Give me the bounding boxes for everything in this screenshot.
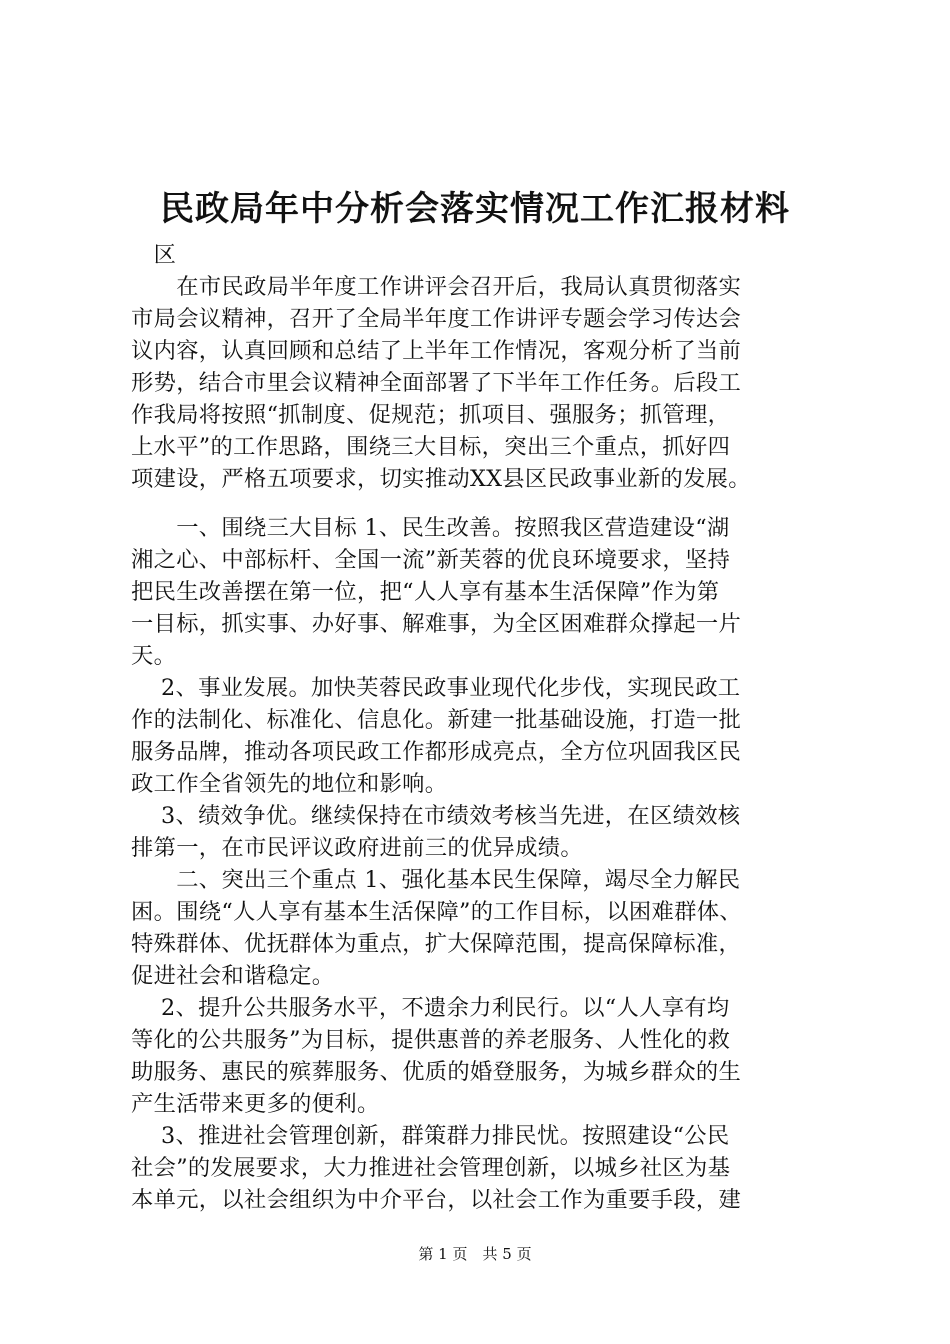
text-line: 政工作全省领先的地位和影响。: [131, 771, 448, 797]
text-line: 2、事业发展。加快芙蓉民政事业现代化步伐，实现民政工: [131, 675, 741, 701]
text-line: 服务品牌，推动各项民政工作都形成亮点，全方位巩固我区民: [131, 739, 742, 765]
text-line: 作我局将按照“抓制度、促规范；抓项目、强服务；抓管理，: [131, 402, 731, 428]
text-line: 产生活带来更多的便利。: [131, 1091, 380, 1117]
text-line: 把民生改善摆在第一位，把“人人享有基本生活保障”作为第: [131, 579, 720, 605]
page-footer: 第 1 页 共 5 页: [418, 1245, 532, 1263]
text-line: 特殊群体、优抚群体为重点，扩大保障范围，提高保障标准，: [131, 931, 742, 957]
document-title: 民政局年中分析会落实情况工作汇报材料: [160, 189, 790, 229]
text-line: 上水平”的工作思路，围绕三大目标，突出三个重点，抓好四: [131, 434, 731, 460]
text-line: 形势，结合市里会议精神全面部署了下半年工作任务。后段工: [131, 370, 742, 396]
text-line: 助服务、惠民的殡葬服务、优质的婚登服务，为城乡群众的生: [131, 1059, 742, 1085]
text-line: 困。围绕“人人享有基本生活保障”的工作目标，以困难群体、: [131, 899, 742, 925]
text-line: 区: [131, 242, 177, 268]
text-line: 议内容，认真回顾和总结了上半年工作情况，客观分析了当前: [131, 338, 742, 364]
text-line: 二、突出三个重点 1、强化基本民生保障，竭尽全力解民: [131, 867, 741, 893]
text-line: 市局会议精神，召开了全局半年度工作讲评专题会学习传达会: [131, 306, 742, 332]
text-line: 排第一，在市民评议政府进前三的优异成绩。: [131, 835, 583, 861]
text-line: 项建设，严格五项要求，切实推动XX县区民政事业新的发展。: [131, 466, 751, 492]
text-line: 2、提升公共服务水平，不遗余力利民行。以“人人享有均: [131, 995, 730, 1021]
text-line: 一目标，抓实事、办好事、解难事，为全区困难群众撑起一片: [131, 611, 742, 637]
text-line: 作的法制化、标准化、信息化。新建一批基础设施，打造一批: [131, 707, 742, 733]
text-line: 3、推进社会管理创新，群策群力排民忧。按照建设“公民: [131, 1123, 730, 1149]
text-line: 一、围绕三大目标 1、民生改善。按照我区营造建设“湖: [131, 515, 730, 541]
text-line: 湘之心、中部标杆、全国一流”新芙蓉的优良环境要求，坚持: [131, 547, 731, 573]
text-line: 在市民政局半年度工作讲评会召开后，我局认真贯彻落实: [131, 274, 742, 300]
text-line: 本单元，以社会组织为中介平台，以社会工作为重要手段，建: [131, 1187, 742, 1213]
text-line: 促进社会和谐稳定。: [131, 963, 335, 989]
text-line: 等化的公共服务”为目标，提供惠普的养老服务、人性化的救: [131, 1027, 731, 1053]
text-line: 3、绩效争优。继续保持在市绩效考核当先进，在区绩效核: [131, 803, 741, 829]
text-line: 天。: [131, 643, 177, 669]
text-line: 社会”的发展要求，大力推进社会管理创新，以城乡社区为基: [131, 1155, 731, 1181]
